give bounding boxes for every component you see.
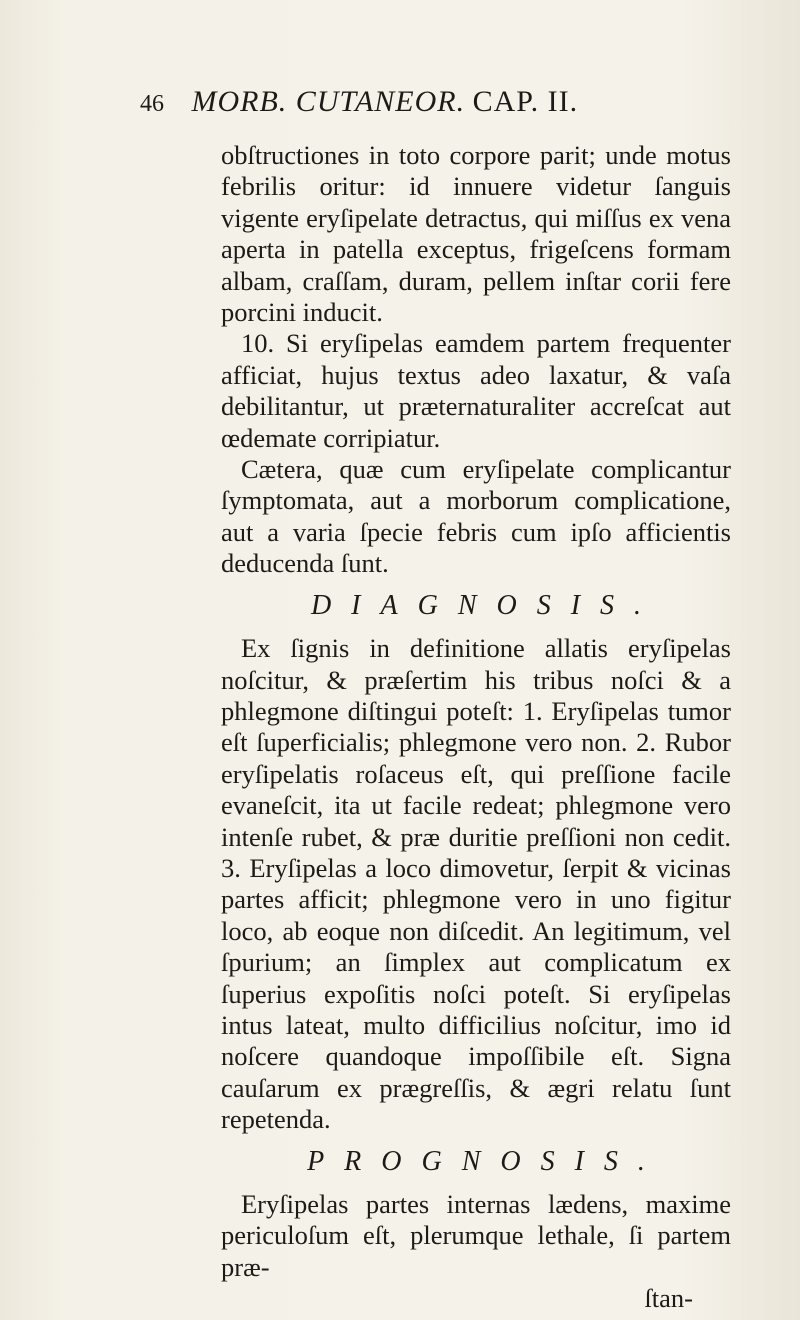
paragraph-symptoms: Cætera, quæ cum eryſipelate complicantur ſymptomata, aut a morborum complicatione, aut a varia ſpecie febris cum ipſo afficientis deducenda ſunt.: [221, 454, 731, 579]
body-text: [221, 140, 731, 1315]
paragraph-point-10: 10. Si eryſipelas eamdem partem frequenter afficiat, hujus textus adeo laxatur, & vaſa debilitantur, ut præternaturaliter accreſcat aut œdemate corripiatur.: [221, 328, 731, 453]
paragraph-diagnosis: Ex ſignis in definitione allatis eryſipelas noſcitur, & præſertim his tribus noſci & a phlegmone diſtingui poteſt: 1. Eryſipelas tumor eſt ſuperficialis; phlegmone vero non. 2. Rubor eryſipelatis roſaceus eſt, qui preſſione facile evaneſcit, ita ut facile redeat; phlegmone vero intenſe rubet, & præ duritie preſſioni non cedit. 3. Eryſipelas a loco dimovetur, ſerpit & vicinas partes afficit; phlegmone vero in uno figitur loco, ab eoque non diſcedit. An legitimum, vel ſpurium; an ſimplex aut complicatum ex ſuperius expoſitis noſci poteſt. Si eryſipelas intus lateat, multo difficilius noſcitur, imo id noſcere quandoque impoſſibile eſt. Signa cauſarum ex prægreſſis, & ægri relatu ſunt repetenda.: [221, 633, 731, 1135]
paragraph-prognosis: Eryſipelas partes internas lædens, maxime periculoſum eſt, plerumque lethale, ſi partem præ-: [221, 1189, 731, 1282]
paragraph-continuation: obſtructiones in toto corpore parit; unde motus febrilis oritur: id innuere videtur ſanguis vigente eryſipelate detractus, qui miſſus ex vena aperta in patella exceptus, frigeſcens formam albam, craſſam, duram, pellem inſtar corii fere porcini inducit.: [221, 140, 731, 328]
page-number: 46: [140, 91, 164, 117]
running-header: [140, 84, 700, 122]
catchword: ſtan-: [644, 1283, 693, 1314]
running-title: MORB. CUTANEOR.: [191, 85, 466, 118]
chapter-label: CAP. II.: [472, 85, 579, 118]
section-heading-prognosis: PROGNOSIS.: [307, 1145, 665, 1177]
section-heading-diagnosis: DIAGNOSIS.: [310, 589, 662, 621]
